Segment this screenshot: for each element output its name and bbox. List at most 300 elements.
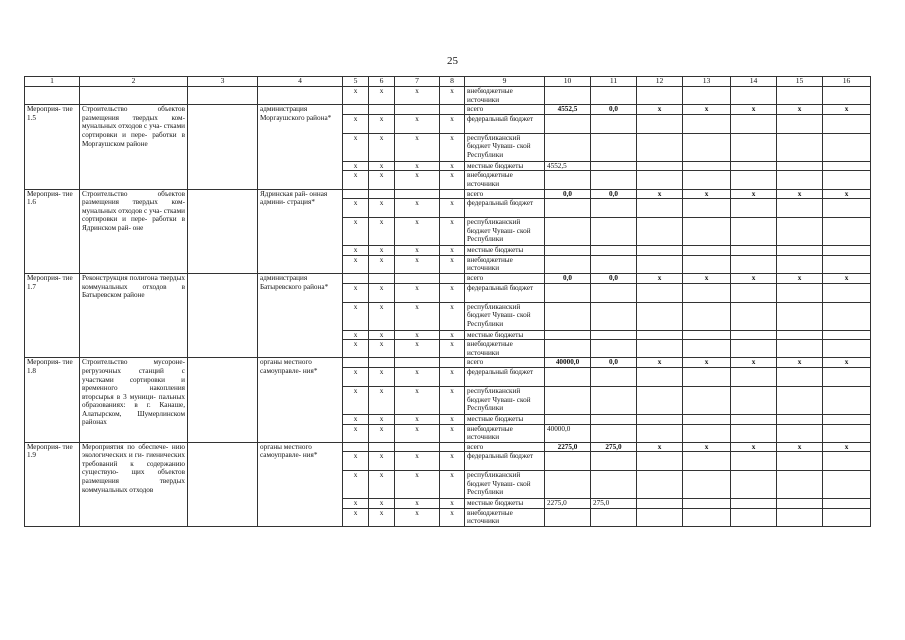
cell-col15 [777,161,823,171]
cell-col5: х [343,424,369,442]
cell-col5: х [343,508,369,526]
cell-col5: х [343,133,369,161]
value-v10 [545,114,591,133]
value-v10 [545,471,591,499]
value-v11 [591,161,637,171]
cell-col16 [823,171,871,189]
cell-col16 [823,330,871,340]
funding-source: внебюджетные источники [465,255,545,273]
cell-col8: х [440,386,465,414]
cell-col15 [777,199,823,218]
cell-col15: х [777,105,823,115]
value-v10 [545,330,591,340]
cell-col15 [777,367,823,386]
cell-col6: х [369,255,395,273]
measure-executor: органы местного самоуправле- ния* [258,358,343,442]
measure-row [25,105,871,115]
cell-col8: х [440,452,465,471]
cell-col12: х [637,189,683,199]
measure-row [25,189,871,199]
cell-col12 [637,508,683,526]
value-v10 [545,340,591,358]
measure-code: Мероприя- тие 1.6 [25,189,80,273]
cell-col16: х [823,105,871,115]
empty-cell [188,442,258,526]
cell-col8 [440,273,465,283]
funding-source: всего [465,105,545,115]
cell-col7: х [395,114,440,133]
cell-col16 [823,133,871,161]
value-v11 [591,199,637,218]
measure-name: Строительство объектов размещения твердых ком- мунальных отходов с уча- стками сортировки и пере- работки в Моргаушском районе [80,105,188,189]
cell-col16 [823,340,871,358]
cell-col6: х [369,330,395,340]
cell-col13 [683,471,731,499]
value-v11: 0,0 [591,273,637,283]
column-number: 1 [25,77,80,87]
cell-col5: х [343,161,369,171]
cell-col15 [777,218,823,246]
measure-code: Мероприя- тие 1.8 [25,358,80,442]
measure-row [25,358,871,368]
cell-col14 [731,246,777,256]
funding-source: республиканский бюджет Чуваш- ской Республики [465,218,545,246]
cell-col8: х [440,340,465,358]
funding-source: федеральный бюджет [465,283,545,302]
top-row [25,87,871,105]
cell-col13: х [683,442,731,452]
cell-col16: х [823,442,871,452]
cell-col6 [369,105,395,115]
cell-col15: х [777,442,823,452]
cell-col13 [683,246,731,256]
value-v11 [591,424,637,442]
cell-col6 [369,273,395,283]
cell-col8: х [440,161,465,171]
cell-col14 [731,452,777,471]
cell-col8 [440,105,465,115]
cell-col14 [731,367,777,386]
column-number: 13 [683,77,731,87]
cell-col5: х [343,340,369,358]
cell-col5: х [343,171,369,189]
page-number: 25 [447,55,458,67]
cell-col7: х [395,424,440,442]
cell-col5 [343,358,369,368]
value-v10 [545,452,591,471]
cell-col12 [637,133,683,161]
cell-col12: х [637,442,683,452]
cell-col6: х [369,471,395,499]
cell-col15 [777,452,823,471]
cell-col7: х [395,133,440,161]
cell-col14 [731,424,777,442]
cell-col7 [395,273,440,283]
cell-col16 [823,414,871,424]
cell-col13 [683,114,731,133]
cell-col7: х [395,414,440,424]
cell-col7: х [395,340,440,358]
cell-col15 [777,471,823,499]
cell-col12 [637,246,683,256]
value-v11 [591,114,637,133]
cell-col6: х [369,199,395,218]
cell-col5: х [343,499,369,509]
cell-col12 [637,255,683,273]
cell-col15 [777,302,823,330]
value-v11: 275,0 [591,442,637,452]
cell-col8: х [440,218,465,246]
cell-col14 [731,283,777,302]
cell-col7: х [395,452,440,471]
cell-col12 [637,499,683,509]
cell-col12 [637,161,683,171]
cell-col12 [637,386,683,414]
cell-col5: х [343,218,369,246]
cell-col13 [683,367,731,386]
cell-col6: х [369,414,395,424]
cell-col14 [731,302,777,330]
cell-col6: х [369,452,395,471]
cell-col5 [343,105,369,115]
funding-source: местные бюджеты [465,161,545,171]
cell-col7 [395,442,440,452]
cell-col7: х [395,199,440,218]
cell-col16 [823,255,871,273]
cell-col12 [637,330,683,340]
cell-col6: х [369,499,395,509]
cell-col8: х [440,471,465,499]
cell-col14 [731,133,777,161]
cell-col7: х [395,499,440,509]
cell-col14: х [731,189,777,199]
cell-col16 [823,452,871,471]
value-v11 [591,367,637,386]
cell-col7: х [395,171,440,189]
cell-col12 [637,171,683,189]
cell-col12 [637,302,683,330]
cell-col16 [823,424,871,442]
funding-source: республиканский бюджет Чуваш- ской Республики [465,302,545,330]
cell-col6: х [369,367,395,386]
cell-col5: х [343,283,369,302]
cell-col12 [637,199,683,218]
funding-source: местные бюджеты [465,246,545,256]
cell-col12 [637,283,683,302]
cell-col6: х [369,161,395,171]
measure-executor: администрация Батыревского района* [258,273,343,357]
cell-col16: х [823,189,871,199]
cell-col15 [777,340,823,358]
cell-col6: х [369,508,395,526]
cell-col6: х [369,283,395,302]
value-v11 [591,452,637,471]
column-number: 3 [188,77,258,87]
measure-row [25,273,871,283]
cell-col12: х [637,273,683,283]
cell-col5 [343,189,369,199]
cell-col8: х [440,414,465,424]
cell-col14 [731,414,777,424]
cell-col16 [823,161,871,171]
cell-col12 [637,367,683,386]
value-v11 [591,171,637,189]
cell-col6: х [369,386,395,414]
cell-col14 [731,161,777,171]
cell-col13 [683,414,731,424]
cell-col14 [731,386,777,414]
value-v10: 0,0 [545,273,591,283]
cell-col7: х [395,386,440,414]
cell-col5: х [343,386,369,414]
cell-col14 [731,255,777,273]
value-v10: 0,0 [545,189,591,199]
cell-col5: х [343,255,369,273]
empty-cell [188,189,258,273]
funding-source: всего [465,273,545,283]
cell-col13 [683,340,731,358]
cell-col16 [823,508,871,526]
cell-col5: х [343,330,369,340]
cell-col6: х [369,246,395,256]
cell-col16: х [823,273,871,283]
value-v10 [545,414,591,424]
cell-col5: х [343,199,369,218]
cell-col14: х [731,442,777,452]
column-number: 7 [395,77,440,87]
cell-col12 [637,452,683,471]
cell-col15: х [777,189,823,199]
cell-col14 [731,199,777,218]
cell-col15 [777,330,823,340]
empty-cell [188,105,258,189]
column-number: 8 [440,77,465,87]
cell-col14 [731,114,777,133]
funding-source: внебюджетные источники [465,87,545,105]
measure-executor: Ядринская рай- онная админи- страция* [258,189,343,273]
value-v11: 0,0 [591,105,637,115]
value-v10 [545,255,591,273]
cell-col7: х [395,87,440,105]
cell-col12 [637,471,683,499]
value-v10 [545,133,591,161]
cell-col13 [683,283,731,302]
cell-col8: х [440,114,465,133]
cell-col13 [683,161,731,171]
cell-col6 [369,442,395,452]
cell-col8 [440,442,465,452]
cell-col15 [777,114,823,133]
value-v11 [591,508,637,526]
cell-col5: х [343,114,369,133]
column-number: 14 [731,77,777,87]
cell-col16 [823,199,871,218]
value-v11 [591,386,637,414]
funding-source: внебюджетные источники [465,171,545,189]
value-v10: 2275,0 [545,499,591,509]
cell-col13 [683,386,731,414]
cell-col14: х [731,105,777,115]
value-v10 [545,386,591,414]
cell-col6: х [369,171,395,189]
cell-col13 [683,499,731,509]
measure-name: Строительство объектов размещения твердых ком- мунальных отходов с уча- стками сортировки и пере- работки в Ядринском рай- оне [80,189,188,273]
cell-col14 [731,218,777,246]
funding-source: внебюджетные источники [465,340,545,358]
cell-col16 [823,283,871,302]
value-v11 [591,218,637,246]
program-table [24,76,871,527]
value-v10 [545,367,591,386]
column-number: 9 [465,77,545,87]
cell-col8 [440,189,465,199]
cell-col13: х [683,358,731,368]
value-v11: 275,0 [591,499,637,509]
column-number: 4 [258,77,343,87]
cell-col8: х [440,246,465,256]
cell-col5 [343,442,369,452]
cell-col14: х [731,273,777,283]
funding-source: местные бюджеты [465,414,545,424]
funding-source: всего [465,189,545,199]
cell-col5: х [343,471,369,499]
column-number: 2 [80,77,188,87]
cell-col15 [777,499,823,509]
measure-executor: органы местного самоуправле- ния* [258,442,343,526]
cell-col8 [440,358,465,368]
empty-cell [188,273,258,357]
cell-col6: х [369,114,395,133]
column-number: 15 [777,77,823,87]
cell-col8: х [440,424,465,442]
cell-col5: х [343,414,369,424]
cell-col6: х [369,340,395,358]
cell-col8: х [440,255,465,273]
cell-col13 [683,508,731,526]
cell-col13 [683,255,731,273]
cell-col15: х [777,273,823,283]
cell-col14 [731,499,777,509]
cell-col13 [683,330,731,340]
cell-col16 [823,499,871,509]
cell-col12: х [637,358,683,368]
value-v10: 40000,0 [545,424,591,442]
value-v10: 4552,5 [545,161,591,171]
cell-col7: х [395,330,440,340]
cell-col7: х [395,161,440,171]
cell-col7: х [395,471,440,499]
cell-col12: х [637,105,683,115]
column-number: 16 [823,77,871,87]
value-v10 [545,199,591,218]
cell-col13 [683,218,731,246]
funding-source: федеральный бюджет [465,199,545,218]
cell-col7 [395,105,440,115]
value-v10 [545,171,591,189]
funding-source: республиканский бюджет Чуваш- ской Республики [465,133,545,161]
value-v11: 0,0 [591,358,637,368]
cell-col7: х [395,302,440,330]
header-row [25,77,871,87]
value-v10: 40000,0 [545,358,591,368]
cell-col15: х [777,358,823,368]
cell-col8: х [440,283,465,302]
cell-col15 [777,283,823,302]
cell-col16 [823,367,871,386]
cell-col13: х [683,105,731,115]
measure-row [25,442,871,452]
cell-col15 [777,424,823,442]
funding-source: внебюджетные источники [465,508,545,526]
cell-col12 [637,414,683,424]
cell-col8: х [440,508,465,526]
value-v11 [591,255,637,273]
value-v10 [545,508,591,526]
cell-col8: х [440,302,465,330]
cell-col8: х [440,499,465,509]
cell-col16 [823,246,871,256]
column-number: 6 [369,77,395,87]
value-v11 [591,340,637,358]
funding-source: федеральный бюджет [465,114,545,133]
cell-col16 [823,386,871,414]
cell-col15 [777,246,823,256]
empty-cell [188,358,258,442]
measure-name: Реконструкция полигона твердых коммунальных отходов в Батыревском районе [80,273,188,357]
value-v10 [545,246,591,256]
cell-col5 [343,273,369,283]
cell-col6: х [369,302,395,330]
cell-col14 [731,340,777,358]
cell-col5: х [343,367,369,386]
cell-col16 [823,471,871,499]
measure-name: Мероприятия по обеспече- нию экологических и ги- гиенических требований к содержанию существую- щих объектов размещения твердых коммунальных отходов [80,442,188,526]
measure-executor: администрация Моргаушского района* [258,105,343,189]
funding-source: федеральный бюджет [465,367,545,386]
value-v11: 0,0 [591,189,637,199]
cell-col8: х [440,133,465,161]
value-v10: 2275,0 [545,442,591,452]
cell-col6: х [369,87,395,105]
funding-source: внебюджетные источники [465,424,545,442]
cell-col14 [731,330,777,340]
cell-col12 [637,114,683,133]
funding-source: всего [465,358,545,368]
cell-col16 [823,302,871,330]
cell-col8: х [440,367,465,386]
cell-col16: х [823,358,871,368]
value-v10: 4552,5 [545,105,591,115]
column-number: 5 [343,77,369,87]
cell-col15 [777,386,823,414]
cell-col6: х [369,133,395,161]
funding-source: местные бюджеты [465,499,545,509]
value-v11 [591,133,637,161]
value-v11 [591,302,637,330]
cell-col8: х [440,171,465,189]
column-number: 11 [591,77,637,87]
cell-col14 [731,171,777,189]
measure-code: Мероприя- тие 1.9 [25,442,80,526]
cell-col7: х [395,508,440,526]
value-v11 [591,414,637,424]
cell-col13: х [683,189,731,199]
cell-col15 [777,255,823,273]
cell-col5: х [343,452,369,471]
cell-col13 [683,199,731,218]
cell-col6: х [369,424,395,442]
cell-col7 [395,358,440,368]
